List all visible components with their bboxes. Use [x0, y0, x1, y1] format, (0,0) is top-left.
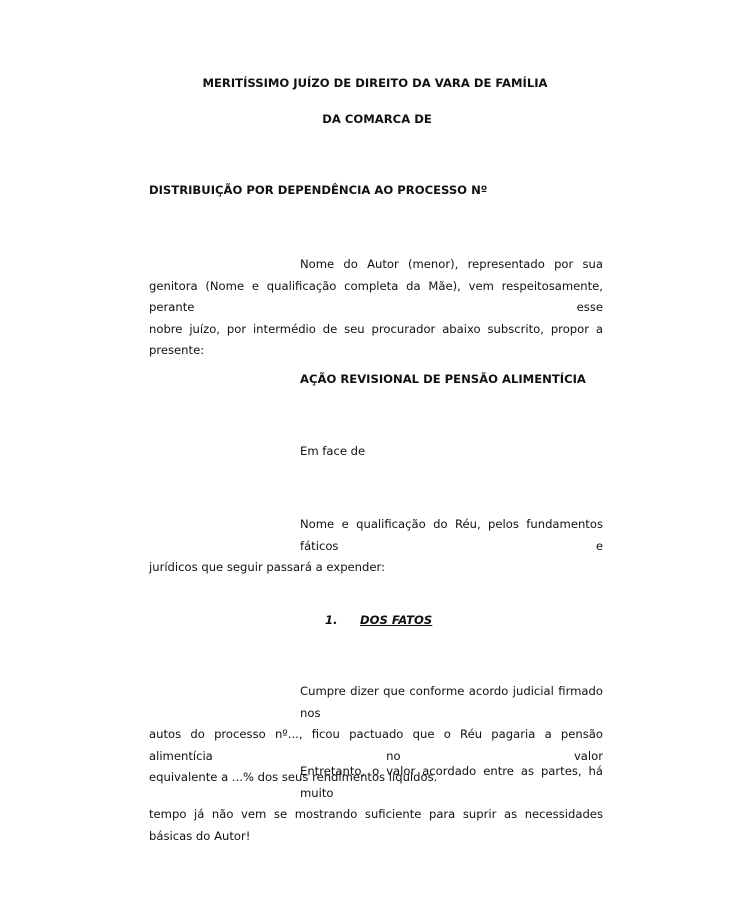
- distribution-heading: DISTRIBUIÇÃO POR DEPENDÊNCIA AO PROCESSO Nº: [149, 183, 488, 197]
- action-title: AÇÃO REVISIONAL DE PENSÃO ALIMENTÍCIA: [300, 372, 586, 386]
- facts2-line-2: tempo já não vem se mostrando suficiente para suprir as necessidades básicas do Autor!: [149, 807, 603, 843]
- intro-paragraph: [149, 254, 603, 362]
- defendant-paragraph: [149, 514, 603, 579]
- defendant-line-2: jurídicos que seguir passará a expender:: [149, 560, 385, 574]
- facts-paragraph-2: [149, 761, 603, 847]
- intro-line-2: genitora (Nome e qualificação completa da Mãe), vem respeitosamente, perante esse: [149, 278, 603, 314]
- facts1-line-1: Cumpre dizer que conforme acordo judicial firmado nos: [300, 684, 603, 720]
- facts1-line-3: equivalente a ...% dos seus rendimentos líquidos.: [149, 770, 438, 784]
- facts2-line-1: Entretanto, o valor acordado entre as partes, há muito: [300, 764, 603, 800]
- against-text: Em face de: [300, 444, 366, 458]
- court-header-line-2: DA COMARCA DE: [322, 112, 432, 126]
- intro-line-3: nobre juízo, por intermédio de seu procurador abaixo subscrito, propor a presente:: [149, 321, 603, 357]
- court-header-line-1: MERITÍSSIMO JUÍZO DE DIREITO DA VARA DE FAMÍLIA: [202, 76, 548, 90]
- defendant-line-1: Nome e qualificação do Réu, pelos fundamentos fáticos e: [300, 517, 603, 553]
- intro-line-1: Nome do Autor (menor), representado por sua: [300, 257, 603, 271]
- section-number: 1.: [325, 613, 338, 627]
- facts1-line-2: autos do processo nº..., ficou pactuado que o Réu pagaria a pensão alimentícia no valor: [149, 727, 603, 763]
- section-title: DOS FATOS: [360, 613, 433, 627]
